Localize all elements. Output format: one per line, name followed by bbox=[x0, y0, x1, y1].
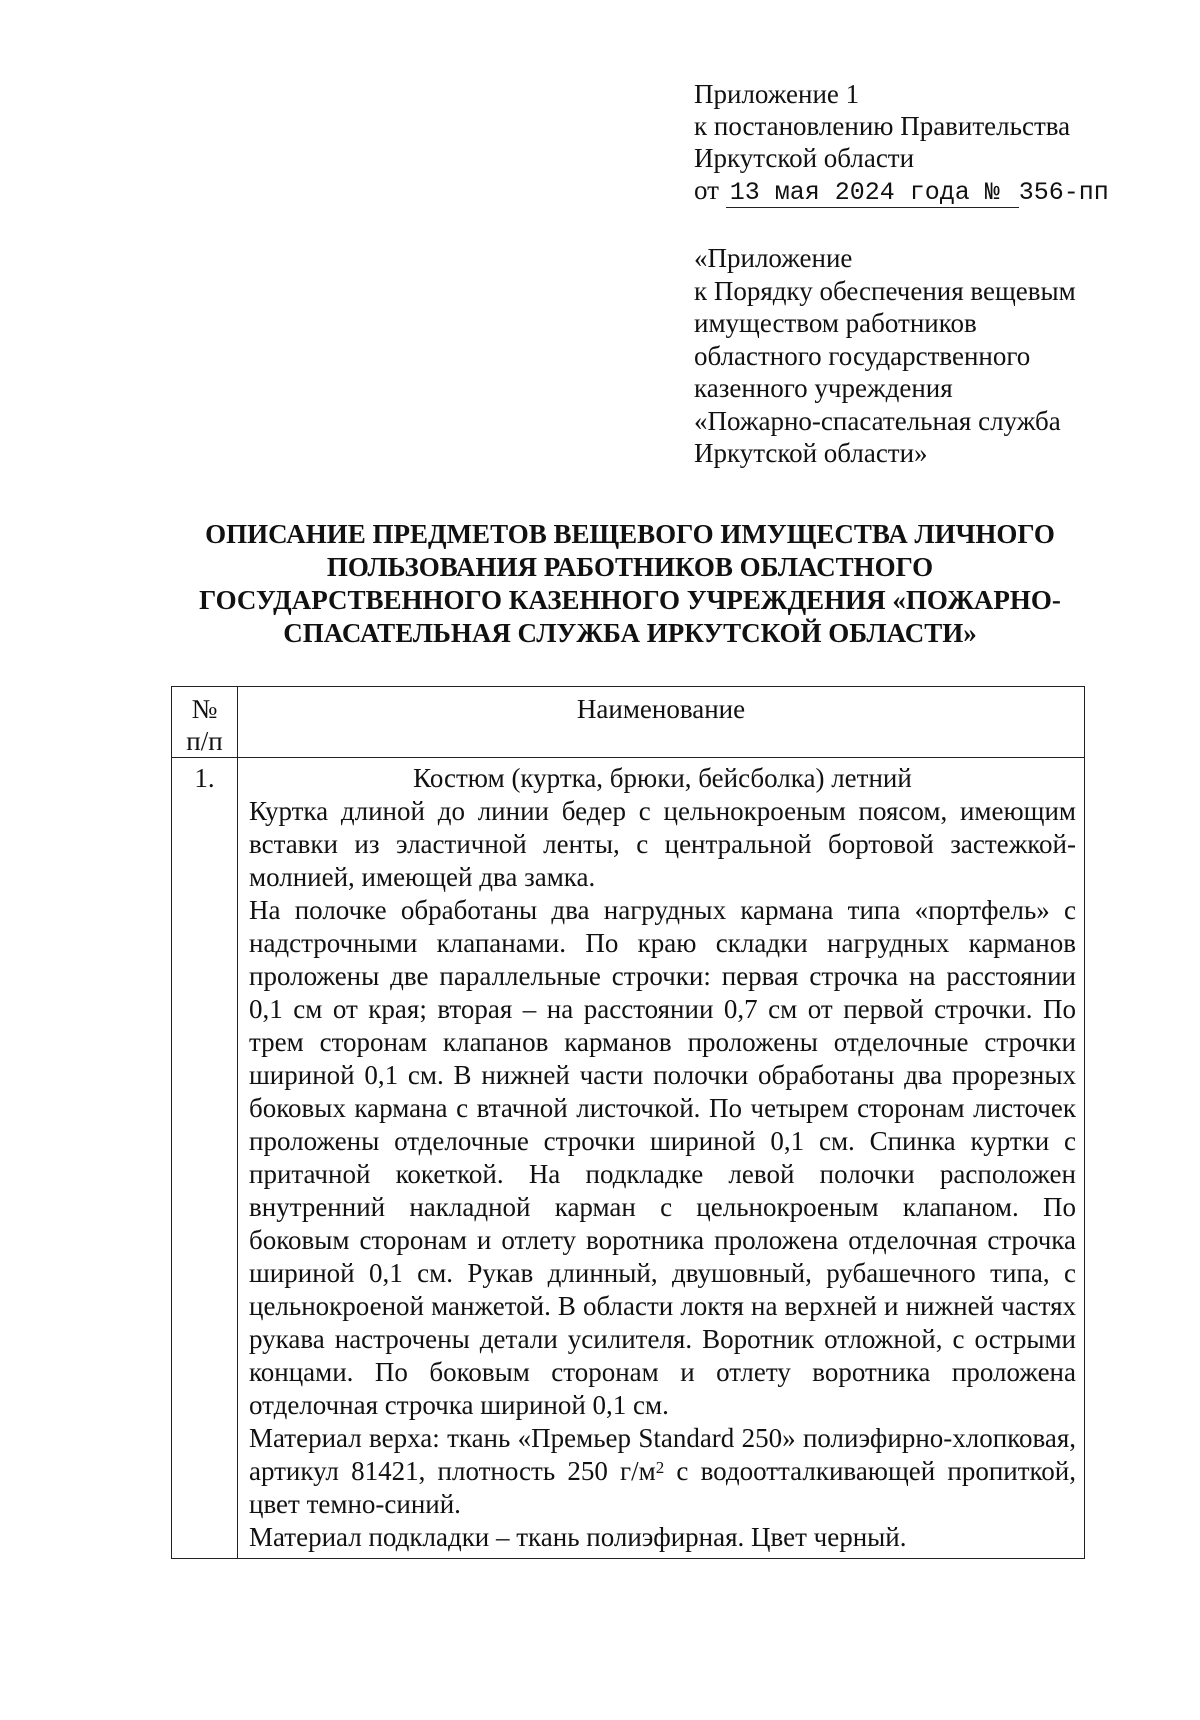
table-row bbox=[172, 758, 1085, 1559]
column-header-number-abbr: п/п bbox=[186, 726, 223, 756]
appendix-line: областного государственного bbox=[694, 340, 1031, 371]
header-region-label: Иркутской области bbox=[694, 143, 915, 173]
appendix-line: «Пожарно-спасательная служба bbox=[694, 405, 1061, 436]
item-paragraph: На полочке обработаны два нагрудных кармана типа «портфель» с надстрочными клапанами. По краю складки нагрудных карманов проложены две параллельные строчки: первая строчка на расстоянии 0,1 см от края; вторая – на расстоянии 0,7 см от первой строчки. По трем сторонам клапанов карманов проложены отделочные строчки шириной 0,1 см. В нижней части полочки обработаны два прорезных боковых кармана с втачной листочкой. По четырем сторонам листочек проложены отделочные строчки шириной 0,1 см. Спинка куртки с притачной кокеткой. На подкладке левой полочки расположен внутренний накладной карман с цельнокроеным клапаном. По боковым сторонам и отлету воротника проложена отделочная строчка шириной 0,1 см. Рукав длинный, двушовный, рубашечного типа, с цельнокроеной манжетой. В области локтя на верхней и нижней частях рукава настрочены детали усилителя. Воротник отложной, с острыми концами. По боковым сторонам и отлету воротника проложена отделочная строчка шириной 0,1 см. bbox=[249, 895, 1076, 1420]
items-table bbox=[171, 686, 1085, 1559]
header-date-value: 13 мая 2024 года bbox=[729, 178, 970, 207]
column-header-name: Наименование bbox=[238, 687, 1085, 758]
material-top-text-end: с водоотталкивающей пропиткой, цвет темно-синий. bbox=[249, 1456, 1076, 1519]
appendix-line: «Приложение bbox=[694, 243, 853, 273]
item-title: Костюм (куртка, брюки, бейсболка) летний bbox=[413, 763, 912, 793]
document-title-line: СПАСАТЕЛЬНАЯ СЛУЖБА ИРКУТСКОЙ ОБЛАСТИ» bbox=[283, 618, 977, 648]
header-date-line bbox=[694, 174, 1114, 209]
header-date-prefix: от bbox=[694, 175, 719, 205]
appendix-line: казенного учреждения bbox=[694, 373, 953, 403]
item-material-top bbox=[249, 1422, 1076, 1521]
item-material-lining: Материал подкладки – ткань полиэфирная. Цвет черный. bbox=[249, 1522, 907, 1552]
row-description bbox=[238, 758, 1085, 1559]
header-number-prefix: № bbox=[984, 178, 1000, 207]
superscript-exponent: 2 bbox=[655, 1458, 665, 1477]
document-title bbox=[160, 518, 1100, 650]
column-header-number-symbol: № bbox=[191, 694, 218, 724]
item-paragraph: Куртка длиной до линии бедер с цельнокроеным поясом, имеющим вставки из эластичной ленты, с центральной бортовой застежкой-молнией, имеющей два замка. bbox=[249, 796, 1076, 892]
material-top-text: Материал верха: ткань «Премьер Standard 250» полиэфирно-хлопковая, артикул 81421, плотность 250 г/м bbox=[249, 1423, 1076, 1486]
column-header-number bbox=[172, 687, 238, 758]
document-title-line: ГОСУДАРСТВЕННОГО КАЗЕННОГО УЧРЕЖДЕНИЯ «ПОЖАРНО- bbox=[199, 585, 1061, 615]
resolution-header bbox=[694, 78, 1114, 209]
document-title-line: ОПИСАНИЕ ПРЕДМЕТОВ ВЕЩЕВОГО ИМУЩЕСТВА ЛИЧНОГО bbox=[205, 519, 1055, 549]
header-number-value: 356-пп bbox=[1018, 178, 1109, 207]
appendix-line: имуществом работников bbox=[694, 308, 977, 338]
row-number: 1. bbox=[172, 758, 238, 1559]
appendix-line: Иркутской области» bbox=[694, 438, 928, 468]
header-resolution-label: к постановлению Правительства bbox=[694, 111, 1071, 141]
header-appendix-label: Приложение 1 bbox=[694, 79, 860, 109]
appendix-reference bbox=[694, 242, 1134, 470]
appendix-line: к Порядку обеспечения вещевым bbox=[694, 275, 1076, 306]
document-title-line: ПОЛЬЗОВАНИЯ РАБОТНИКОВ ОБЛАСТНОГО bbox=[326, 552, 934, 582]
table-header-row bbox=[172, 687, 1085, 758]
